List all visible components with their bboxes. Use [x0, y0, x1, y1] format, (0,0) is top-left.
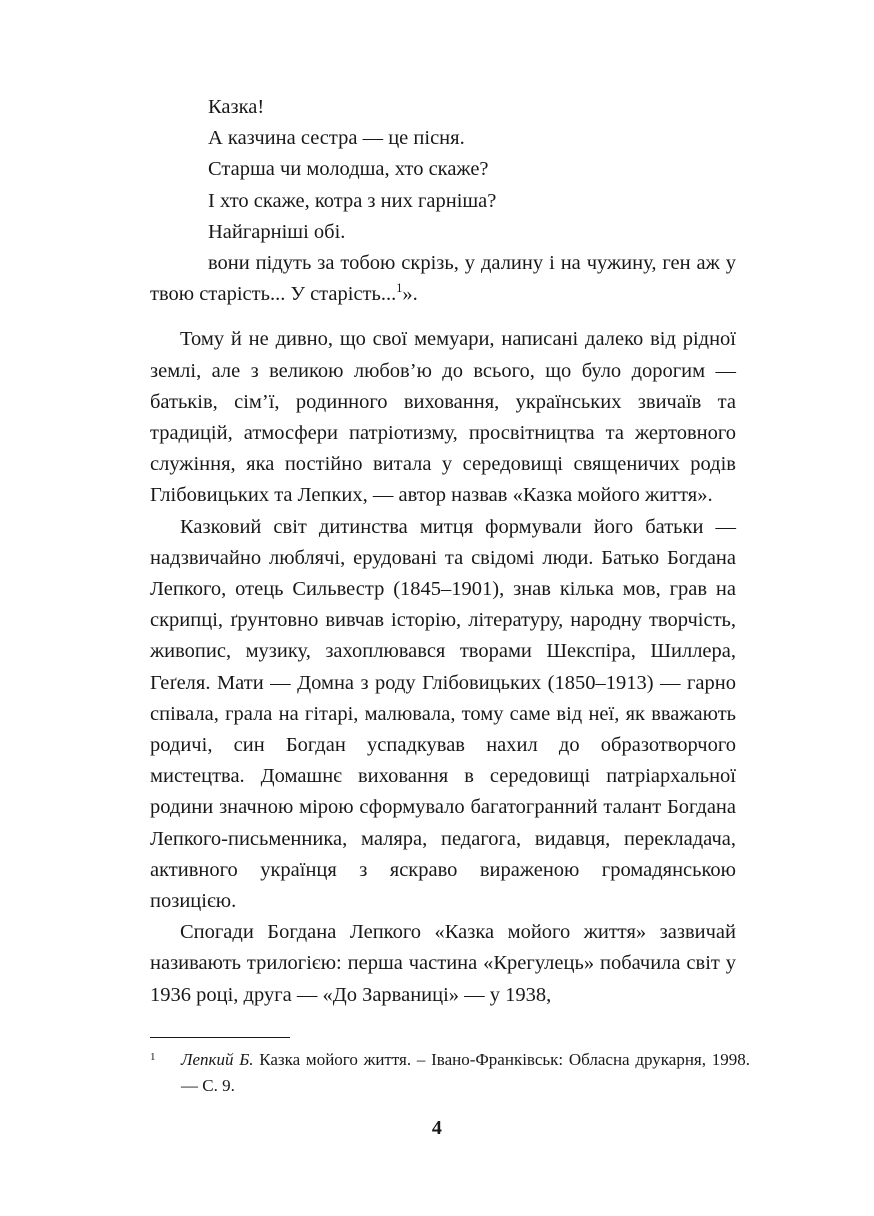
body-paragraph: Тому й не дивно, що свої мемуари, написані далеко від рідної землі, але з великою любов’ю до всього, що було дорогим — батьків, сім’ї, родинного виховання, українських звичаїв та традицій, атмосфери патріотизму, просвітництва та жертовного служіння, яка постійно витала у середовищі священичих родів Глібовицьких та Лепких, — автор назвав «Казка мойого життя». — [150, 328, 736, 507]
footnote-separator-rule — [150, 1037, 290, 1038]
page-number: 4 — [431, 1117, 443, 1139]
footnote-text: Казка мойого життя. – Івано-Франківськ: Обласна друкарня, 1998. — С. 9. — [181, 1050, 750, 1095]
footnote-reference-marker: 1 — [396, 281, 403, 296]
epigraph-line: І хто скаже, котра з них гарніша? — [208, 189, 497, 212]
footnote-area — [150, 1037, 750, 1098]
footnote-marker: 1 — [150, 1051, 156, 1063]
epigraph-closing-punctuation: ». — [402, 283, 418, 306]
epigraph-paragraph-text: вони підуть за тобою скрізь, у далину і на чужину, ген аж у твою старість... У старість... — [150, 252, 736, 306]
epigraph-line: Казка! — [208, 96, 265, 118]
epigraph-line: Старша чи молодша, хто скаже? — [208, 158, 489, 181]
footnote-author: Лепкий Б. — [181, 1050, 254, 1069]
text-column — [150, 92, 736, 1011]
epigraph-paragraph — [150, 248, 736, 310]
epigraph-line: А казчина сестра — це пісня. — [208, 127, 465, 150]
epigraph-quote — [150, 92, 736, 310]
epigraph-line: Найгарніші обі. — [208, 220, 346, 243]
footnote-entry — [150, 1047, 750, 1098]
body-paragraph: Казковий світ дитинства митця формували його батьки — надзвичайно люблячі, ерудовані та свідомі люди. Батько Богдана Лепкого, отець Сильвестр (1845–1901), знав кілька мов, грав на скрипці, ґрунтовно вивчав історію, літературу, народну творчість, живопис, музику, захоплювався творами Шекспіра, Шиллера, Геґеля. Мати — Домна з роду Глібовицьких (1850–1913) — гарно співала, грала на гітарі, малювала, тому саме від неї, як вважають родичі, син Богдан успадкував нахил до образотворчого мистецтва. Домашнє виховання в середовищі патріархальної родини значною мірою сформувало багатогранний талант Богдана Лепкого-письменника, маляра, педагога, видавця, перекладача, активного українця з яскраво вираженою громадянською позицією. — [150, 515, 736, 913]
body-paragraph: Спогади Богдана Лепкого «Казка мойого життя» зазвичай називають трилогією: перша частина «Крегулець» побачила світ у 1936 році, друга — «До Зарваниці» — у 1938, — [150, 921, 736, 1006]
